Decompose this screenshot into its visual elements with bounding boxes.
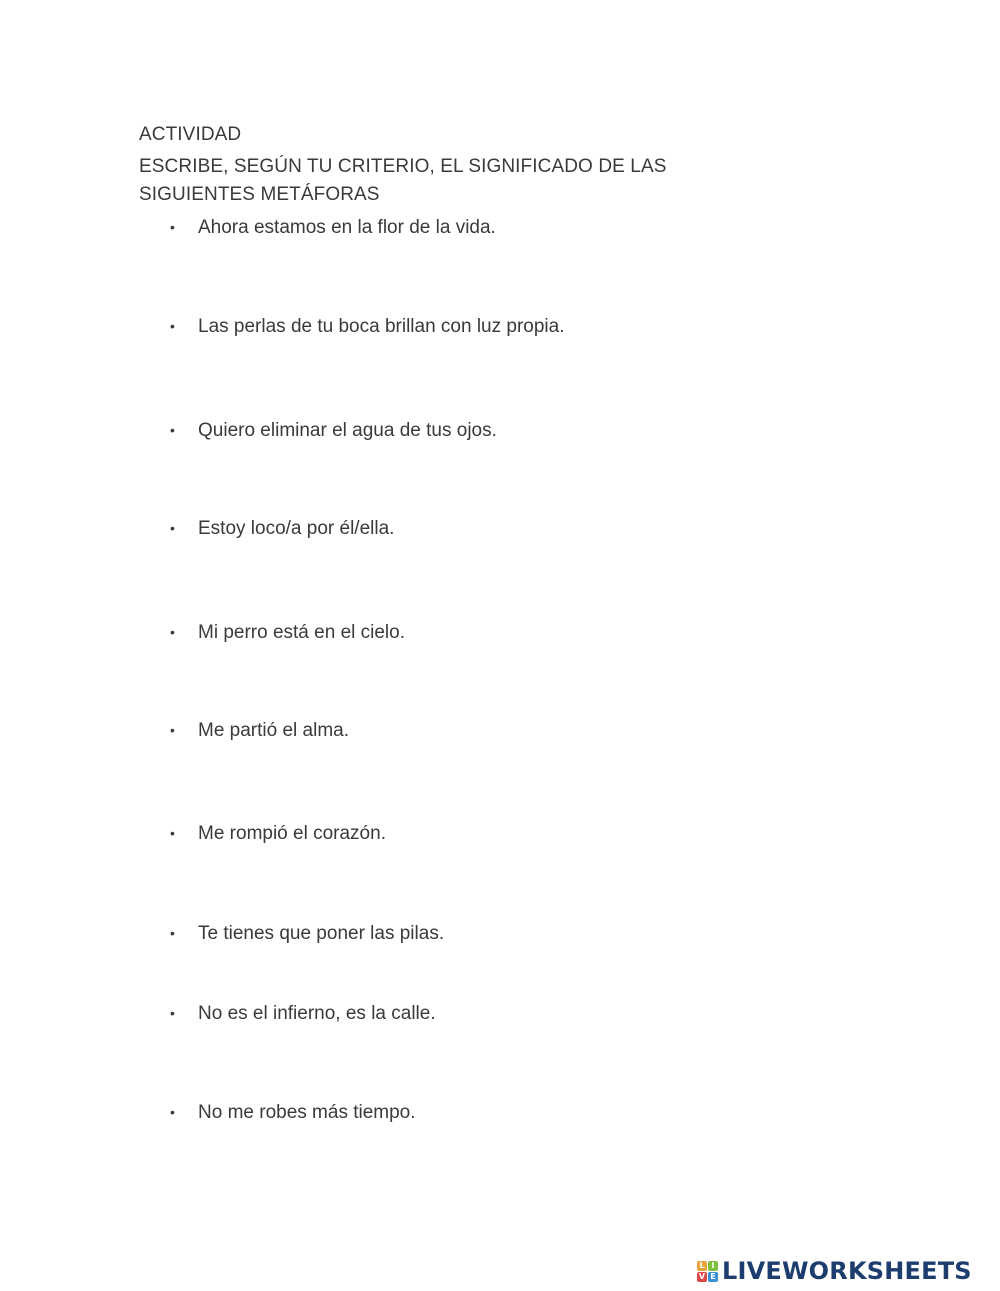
bullet-icon: • <box>170 422 175 438</box>
list-item-text: Me rompió el corazón. <box>198 823 386 844</box>
list-item <box>170 919 444 948</box>
document-instruction: ESCRIBE, SEGÚN TU CRITERIO, EL SIGNIFICADO DE LAS SIGUIENTES METÁFORAS <box>139 156 667 205</box>
list-item-text: No me robes más tiempo. <box>198 1102 416 1123</box>
list-item <box>170 213 496 242</box>
list-item <box>170 819 386 848</box>
logo-mark-letter: L <box>697 1261 707 1271</box>
bullet-icon: • <box>170 318 175 334</box>
list-item <box>170 416 497 445</box>
logo-mark-letter: I <box>708 1261 718 1271</box>
bullet-icon: • <box>170 520 175 536</box>
document-title: ACTIVIDAD <box>139 124 242 145</box>
list-item-text: No es el infierno, es la calle. <box>198 1003 436 1024</box>
bullet-icon: • <box>170 925 175 941</box>
list-item-text: Te tienes que poner las pilas. <box>198 923 445 944</box>
list-item-text: Estoy loco/a por él/ella. <box>198 518 395 539</box>
logo-mark-letter: E <box>708 1272 718 1282</box>
list-item-text: Me partió el alma. <box>198 720 350 741</box>
logo-mark-letter: V <box>698 1271 706 1281</box>
list-item <box>170 999 436 1028</box>
list-item <box>170 618 405 647</box>
list-item-text: Ahora estamos en la flor de la vida. <box>198 217 496 238</box>
logo-mark-icon <box>697 1261 718 1282</box>
list-item-text: Las perlas de tu boca brillan con luz propia. <box>198 316 565 337</box>
bullet-icon: • <box>170 825 175 841</box>
bullet-icon: • <box>170 624 175 640</box>
bullet-icon: • <box>170 219 175 235</box>
bullet-icon: • <box>170 1104 175 1120</box>
logo-text: LIVEWORKSHEETS <box>722 1257 972 1285</box>
list-item-text: Quiero eliminar el agua de tus ojos. <box>198 420 497 441</box>
list-item <box>170 716 349 745</box>
list-item <box>170 514 394 543</box>
list-item <box>170 312 565 341</box>
bullet-icon: • <box>170 1005 175 1021</box>
list-item-text: Mi perro está en el cielo. <box>198 622 405 643</box>
liveworksheets-logo <box>697 1255 972 1287</box>
bullet-icon: • <box>170 722 175 738</box>
list-item <box>170 1098 416 1127</box>
